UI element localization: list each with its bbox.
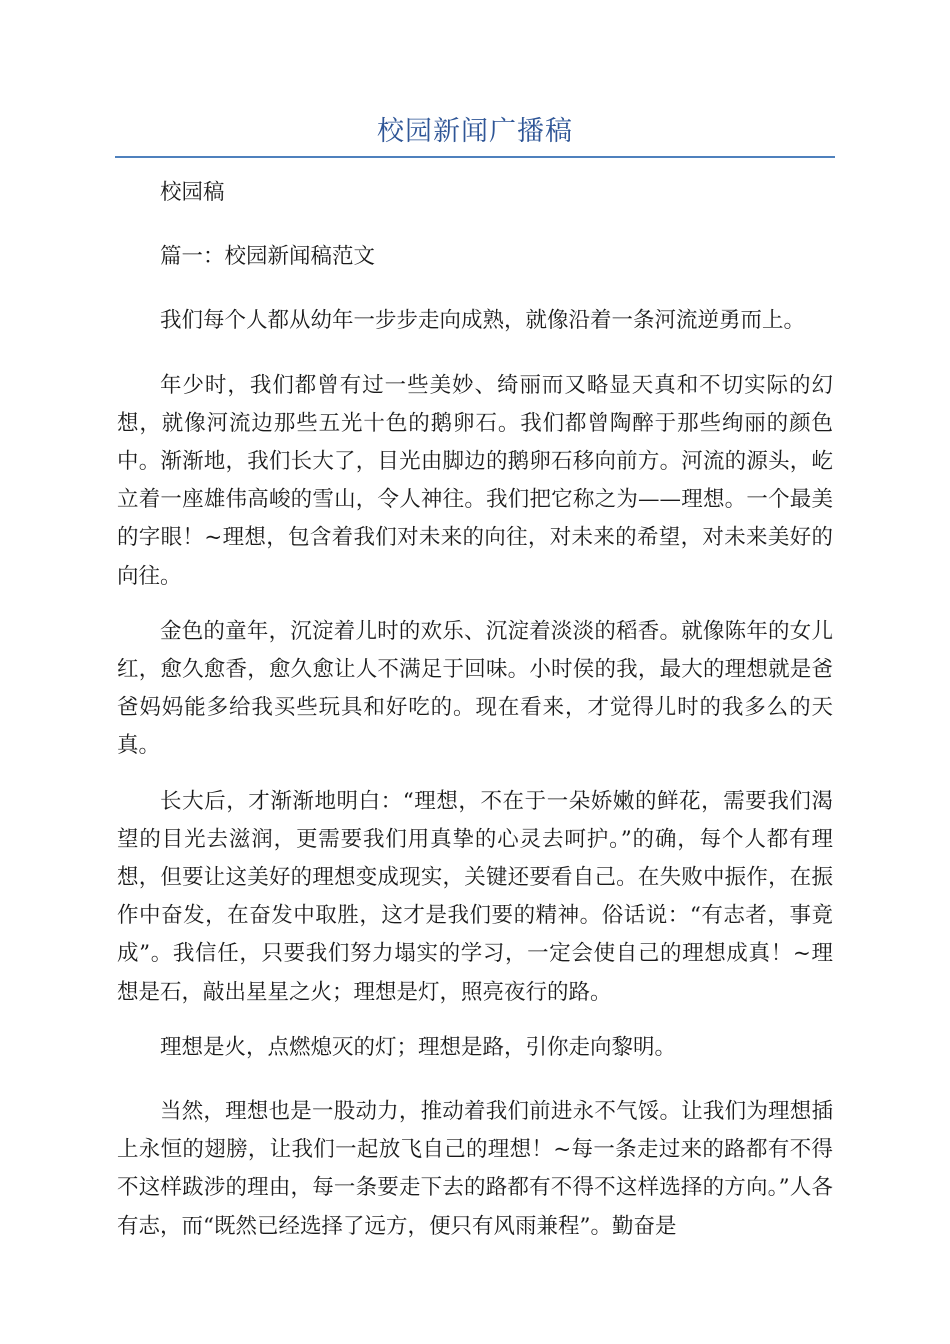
title-block — [115, 112, 835, 158]
paragraph: 年少时，我们都曾有过一些美妙、绮丽而又略显天真和不切实际的幻想，就像河流边那些五光十色的鹅卵石。我们都曾陶醉于那些绚丽的颜色中。渐渐地，我们长大了，目光由脚边的鹅卵石移向前方。河流的源头，屹立着一座雄伟高峻的雪山，令人神往。我们把它称之为——理想。一个最美的字眼！~理想，包含着我们对未来的向往，对未来的希望，对未来美好的向往。 — [117, 372, 833, 589]
paragraph: 长大后，才渐渐地明白：“理想，不在于一朵娇嫩的鲜花，需要我们渴望的目光去滋润，更需要我们用真挚的心灵去呵护。”的确，每个人都有理想，但要让这美好的理想变成现实，关键还要看自己。在失败中振作，在振作中奋发，在奋发中取胜，这才是我们要的精神。俗话说：“有志者，事竟成”。我信任，只要我们努力塌实的学习，一定会使自己的理想成真！~理想是石，敲出星星之火；理想是灯，照亮夜行的路。 — [117, 788, 833, 1005]
document-title: 校园新闻广播稿 — [377, 116, 573, 147]
paragraph: 金色的童年，沉淀着儿时的欢乐、沉淀着淡淡的稻香。就像陈年的女儿红，愈久愈香，愈久愈让人不满足于回味。小时侯的我，最大的理想就是爸爸妈妈能多给我买些玩具和好吃的。现在看来，才觉得儿时的我多么的天真。 — [117, 618, 833, 759]
paragraph: 当然，理想也是一股动力，推动着我们前进永不气馁。让我们为理想插上永恒的翅膀，让我们一起放飞自己的理想！~每一条走过来的路都有不得不这样跋涉的理由，每一条要走下去的路都有不得不这样选择的方向。”人各有志，而“既然已经选择了远方，便只有风雨兼程”。勤奋是 — [117, 1099, 833, 1239]
paragraph: 我们每个人都从幼年一步步走向成熟，就像沿着一条河流逆勇而上。 — [160, 308, 806, 334]
document-body — [117, 174, 833, 1263]
paragraph: 理想是火，点燃熄灭的灯；理想是路，引你走向黎明。 — [160, 1034, 677, 1060]
paragraph: 篇一：校园新闻稿范文 — [160, 244, 376, 270]
paragraph: 校园稿 — [160, 180, 225, 205]
